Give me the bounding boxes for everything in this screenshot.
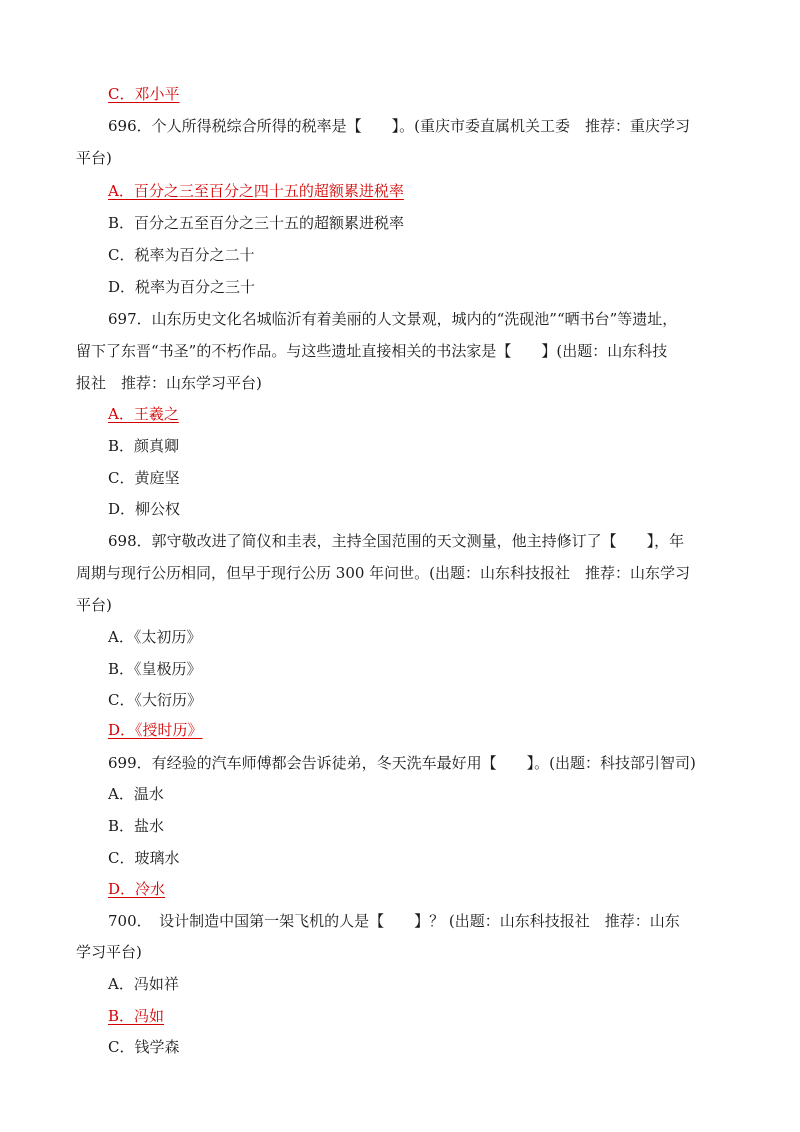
q698-option-a: A．《太初历》 xyxy=(108,628,202,646)
q697-option-a-correct: A．王羲之 xyxy=(108,405,179,423)
q697-option-d: D．柳公权 xyxy=(108,500,181,518)
answer-option-c-correct: C．邓小平 xyxy=(108,85,180,103)
q699-option-d-correct: D．冷水 xyxy=(108,880,166,898)
q699-option-b: B．盐水 xyxy=(108,817,165,835)
q696-option-b: B．百分之五至百分之三十五的超额累进税率 xyxy=(108,214,405,232)
q699-option-a: A．温水 xyxy=(108,785,164,803)
question-697-continued-1: 留下了东晋“书圣”的不朽作品。与这些遗址直接相关的书法家是【 】(出题：山东科技 xyxy=(76,342,668,360)
question-698: 698．郭守敬改进了简仪和圭表，主持全国范围的天文测量，他主持修订了【 】，年 xyxy=(108,532,685,550)
q700-option-a: A．冯如祥 xyxy=(108,975,179,993)
question-696: 696．个人所得税综合所得的税率是【 】。(重庆市委直属机关工委 推荐：重庆学习 xyxy=(108,117,690,135)
question-697: 697．山东历史文化名城临沂有着美丽的人文景观，城内的“洗砚池”“晒书台”等遗址， xyxy=(108,310,678,328)
question-700: 700． 设计制造中国第一架飞机的人是【 】？ (出题：山东科技报社 推荐：山东 xyxy=(108,912,680,930)
question-698-continued-2: 平台) xyxy=(76,596,112,614)
question-698-continued-1: 周期与现行公历相同，但早于现行公历 300 年问世。(出题：山东科技报社 推荐：山东学习 xyxy=(76,564,691,582)
q696-option-a-correct: A．百分之三至百分之四十五的超额累进税率 xyxy=(108,182,404,200)
q699-option-c: C．玻璃水 xyxy=(108,849,180,867)
q698-option-b: B．《皇极历》 xyxy=(108,660,202,678)
q698-option-d-correct: D．《授时历》 xyxy=(108,721,203,739)
question-699: 699．有经验的汽车师傅都会告诉徒弟，冬天洗车最好用【 】。(出题：科技部引智司) xyxy=(108,754,696,772)
q696-option-c: C．税率为百分之二十 xyxy=(108,246,255,264)
question-696-continued: 平台) xyxy=(76,149,112,167)
q698-option-c: C．《大衍历》 xyxy=(108,691,202,709)
q697-option-b: B．颜真卿 xyxy=(108,437,180,455)
q700-option-b-correct: B．冯如 xyxy=(108,1007,165,1025)
question-700-continued: 学习平台) xyxy=(76,943,142,961)
q700-option-c: C．钱学森 xyxy=(108,1038,180,1056)
q696-option-d: D．税率为百分之三十 xyxy=(108,278,256,296)
question-697-continued-2: 报社 推荐：山东学习平台) xyxy=(76,374,262,392)
q697-option-c: C．黄庭坚 xyxy=(108,469,180,487)
